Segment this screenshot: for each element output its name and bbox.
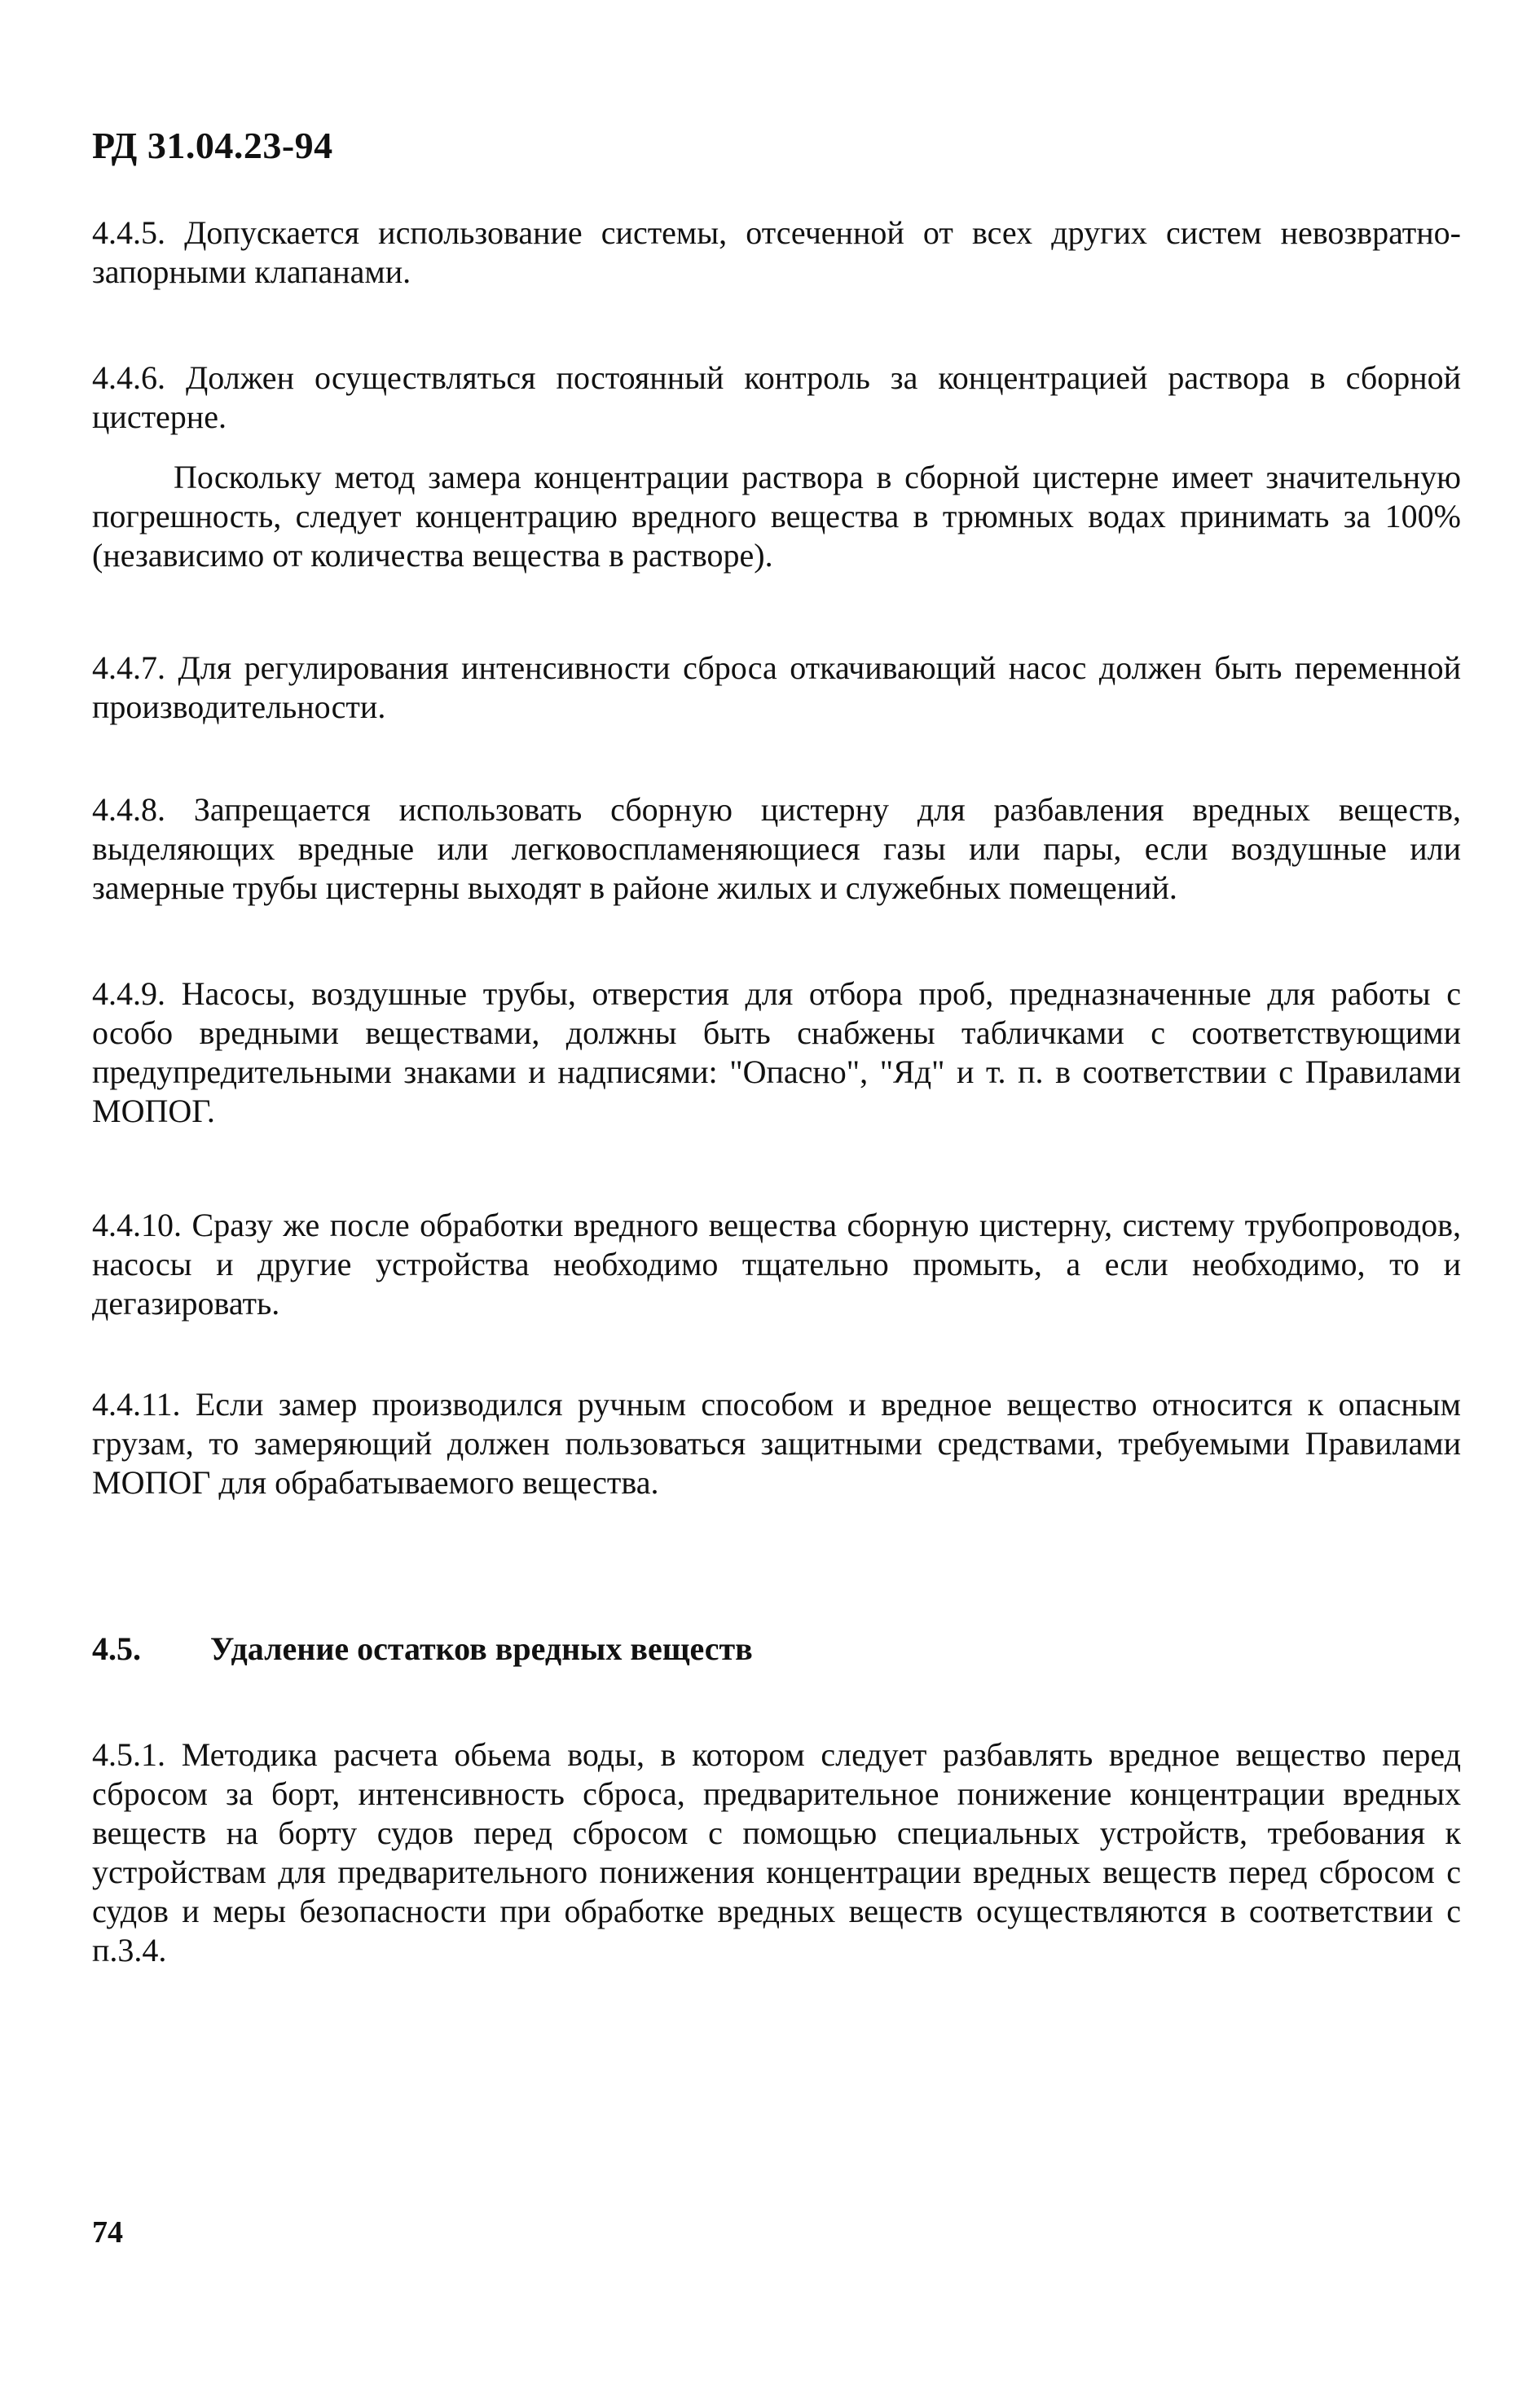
paragraph-4-4-5: 4.4.5. Допускается использование системы, отсеченной от всех других систем невозвратно-запорными клапанами. [92, 214, 1461, 290]
section-heading-4-5 [92, 1630, 753, 1668]
section-number: 4.5. [92, 1630, 141, 1667]
paragraph-4-4-10: 4.4.10. Сразу же после обработки вредного вещества сборную цистерну, систему трубопроводов, насосы и другие устройства необходимо тщательно промыть, а если необходимо, то и дегазировать. [92, 1207, 1461, 1322]
page-number: 74 [92, 2215, 123, 2250]
paragraph-4-4-7: 4.4.7. Для регулирования интенсивности сброса откачивающий насос должен быть переменной производительности. [92, 649, 1461, 725]
paragraph-4-4-9: 4.4.9. Насосы, воздушные трубы, отверстия для отбора проб, предназначенные для работы с особо вредными веществами, должны быть снабжены табличками с соответствующими предупредительными знаками и надписями: "Опасно", "Яд" и т. п. в соответствии с Правилами МОПОГ. [92, 975, 1461, 1129]
paragraph-4-4-8: 4.4.8. Запрещается использовать сборную цистерну для разбавления вредных веществ, выделяющих вредные или легковоспламеняющиеся газы или пары, если воздушные или замерные трубы цистерны выходят в районе жилых и служебных помещений. [92, 791, 1461, 906]
paragraph-4-4-11: 4.4.11. Если замер производился ручным способом и вредное вещество относится к опасным грузам, то замеряющий должен пользоваться защитными средствами, требуемыми Правилами МОПОГ для обрабатываемого вещества. [92, 1386, 1461, 1501]
paragraph-4-4-6-continuation: Поскольку метод замера концентрации раствора в сборной цистерне имеет значительную погрешность, следует концентрацию вредного вещества в трюмных водах принимать за 100% (независимо от количества вещества в растворе). [92, 459, 1461, 574]
section-title: Удаление остатков вредных веществ [210, 1630, 753, 1667]
document-header: РД 31.04.23-94 [92, 125, 333, 166]
paragraph-4-5-1: 4.5.1. Методика расчета обьема воды, в котором следует разбавлять вредное вещество перед сбросом за борт, интенсивность сброса, предварительное понижение концентрации вредных веществ на борту судов перед сбросом с помощью специальных устройств, требования к устройствам для предварительного понижения концентрации вредных веществ перед сбросом с судов и меры безопасности при обработке вредных веществ осуществляются в соответствии с п.3.4. [92, 1736, 1461, 1968]
paragraph-4-4-6: 4.4.6. Должен осуществляться постоянный контроль за концентрацией раствора в сборной цистерне. [92, 359, 1461, 435]
